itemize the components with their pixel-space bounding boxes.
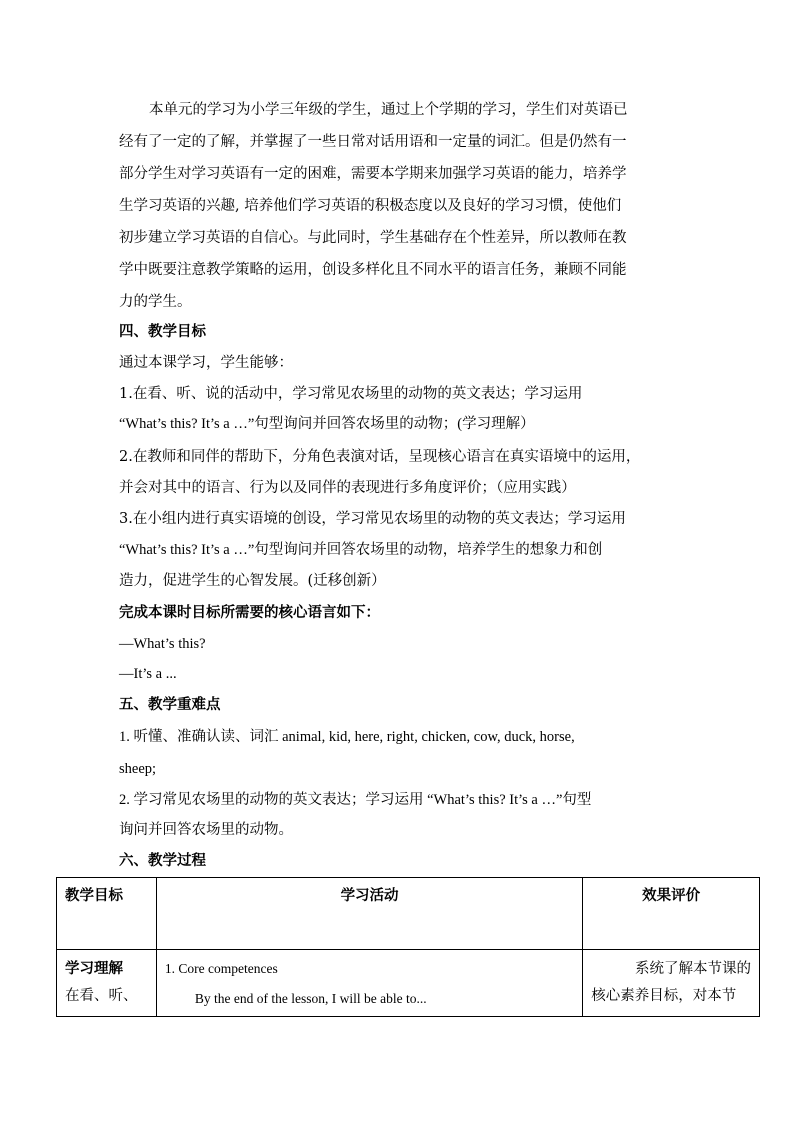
header-goal: 教学目标 bbox=[57, 878, 157, 950]
activity-cell bbox=[156, 950, 582, 1017]
section6-heading: 六、教学过程 bbox=[119, 852, 206, 869]
objective-line: 造力，促进学生的心智发展。(迁移创新） bbox=[119, 573, 386, 589]
core-language-line: —What’s this? bbox=[119, 636, 206, 652]
objective-line: 2.在教师和同伴的帮助下，分角色表演对话，呈现核心语言在真实语境中的运用， bbox=[119, 449, 641, 465]
activity-line: By the end of the lesson, I will be able to... bbox=[194, 991, 427, 1006]
objective-line: 1.在看、听、说的活动中，学习常见农场里的动物的英文表达；学习运用 bbox=[119, 386, 583, 402]
evaluation-line: 系统了解本节课的 bbox=[635, 961, 751, 977]
goal-title: 学习理解 bbox=[65, 960, 123, 977]
section5-heading: 五、教学重难点 bbox=[119, 696, 221, 713]
header-activity: 学习活动 bbox=[156, 878, 582, 950]
activity-line: 1. Core competences bbox=[164, 961, 278, 976]
core-language-heading: 完成本课时目标所需要的核心语言如下： bbox=[119, 604, 380, 621]
header-evaluation: 效果评价 bbox=[583, 878, 760, 950]
intro-line: 初步建立学习英语的自信心。与此同时，学生基础存在个性差异，所以教师在教 bbox=[119, 230, 627, 246]
intro-line: 力的学生。 bbox=[119, 294, 192, 310]
intro-line: 部分学生对学习英语有一定的困难，需要本学期来加强学习英语的能力，培养学 bbox=[119, 166, 627, 182]
section4-lead: 通过本课学习，学生能够： bbox=[119, 355, 293, 371]
evaluation-line: 核心素养目标，对本节 bbox=[591, 988, 737, 1004]
intro-line: 经有了一定的了解，并掌握了一些日常对话用语和一定量的词汇。但是仍然有一 bbox=[119, 134, 627, 150]
goal-text: 在看、听、 bbox=[65, 988, 138, 1004]
goal-cell bbox=[57, 950, 157, 1017]
intro-line: 学中既要注意教学策略的运用，创设多样化且不同水平的语言任务，兼顾不同能 bbox=[119, 262, 627, 278]
intro-line: 本单元的学习为小学三年级的学生，通过上个学期的学习，学生们对英语已 bbox=[149, 102, 628, 118]
evaluation-cell bbox=[583, 950, 760, 1017]
intro-line: 生学习英语的兴趣, 培养他们学习英语的积极态度以及良好的学习习惯，使他们 bbox=[119, 198, 622, 214]
table-row bbox=[57, 950, 760, 1017]
key-point-line: 1. 听懂、准确认读、词汇 animal, kid, here, right, chicken, cow, duck, horse, bbox=[119, 729, 575, 745]
core-language-line: —It’s a ... bbox=[119, 666, 177, 682]
section4-heading: 四、教学目标 bbox=[119, 323, 206, 340]
key-point-line: 询问并回答农场里的动物。 bbox=[119, 822, 293, 838]
objective-line: 并会对其中的语言、行为以及同伴的表现进行多角度评价；（应用实践） bbox=[119, 480, 576, 496]
objective-line: 3.在小组内进行真实语境的创设，学习常见农场里的动物的英文表达；学习运用 bbox=[119, 511, 626, 527]
key-point-line: sheep; bbox=[119, 761, 157, 777]
objective-line: “What’s this? It’s a …”句型询问并回答农场里的动物；(学习理解） bbox=[119, 416, 535, 432]
table-header-row bbox=[57, 878, 760, 950]
key-point-line: 2. 学习常见农场里的动物的英文表达；学习运用 “What’s this? It’s a …”句型 bbox=[119, 792, 592, 808]
teaching-process-table bbox=[56, 877, 760, 1017]
objective-line: “What’s this? It’s a …”句型询问并回答农场里的动物，培养学生的想象力和创 bbox=[119, 542, 603, 558]
